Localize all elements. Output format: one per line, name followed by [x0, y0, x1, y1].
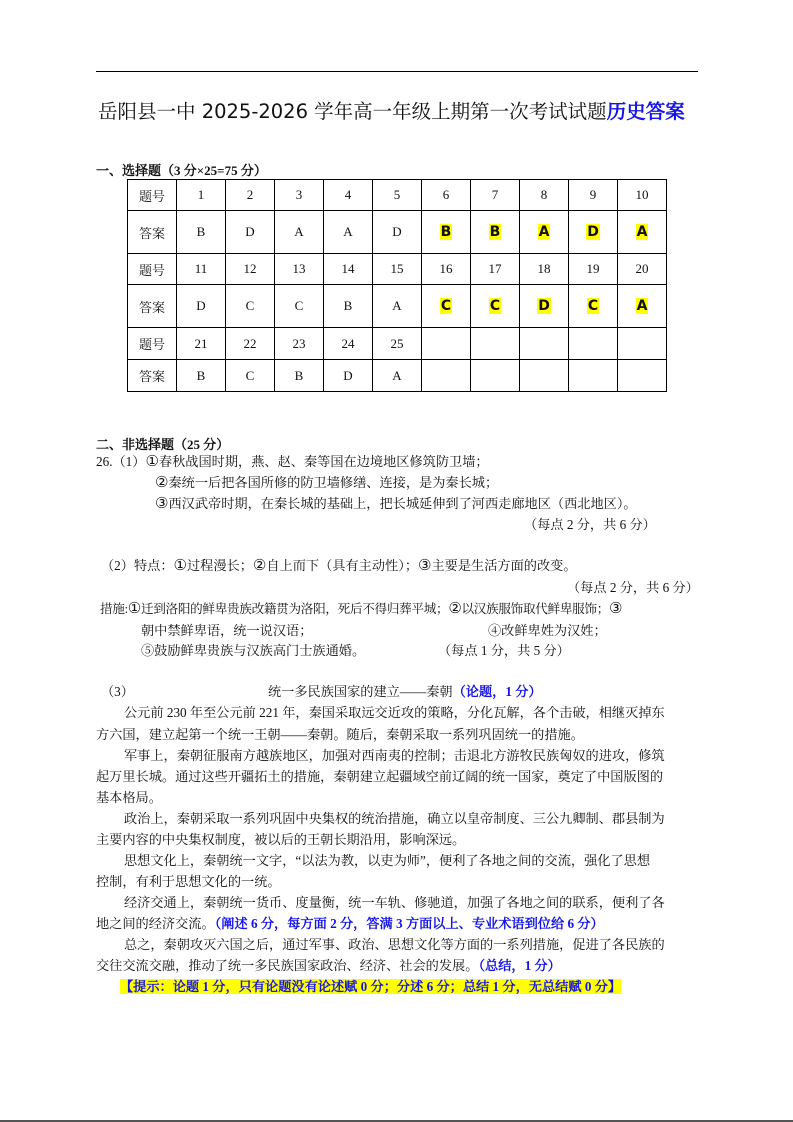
answer-cell: C	[275, 285, 324, 328]
question-number-cell: 21	[177, 328, 226, 360]
highlighted-answer: C	[587, 298, 599, 314]
row-label-answer: 答案	[128, 285, 177, 328]
question-number-cell: 17	[471, 254, 520, 285]
highlighted-answer: A	[538, 224, 550, 240]
answer-cell: A	[373, 285, 422, 328]
highlighted-answer: C	[489, 298, 501, 314]
para3-line2: 主要内容的中央集权制度，被以后的王朝长期沿用，影响深远。	[96, 832, 466, 847]
title-main: 岳阳县一中 2025-2026 学年高一年级上期第一次考试试题	[98, 100, 607, 123]
para5-line1: 经济交通上，秦朝统一货币、度量衡，统一车轨、修驰道，加强了各地之间的联系，便利了各	[124, 895, 665, 910]
q26-label: 26.（1）	[96, 454, 146, 469]
question-number-cell: 13	[275, 254, 324, 285]
question-number-row	[128, 180, 667, 211]
answer-cell	[471, 285, 520, 328]
answer-cell: B	[275, 360, 324, 392]
feature-1: 过程漫长；	[186, 558, 253, 573]
answer-cell	[422, 285, 471, 328]
question-number-cell: 2	[226, 180, 275, 211]
question-number-cell: 18	[520, 254, 569, 285]
measures-line1	[100, 599, 622, 618]
part1-score: （每点 2 分，共 6 分）	[524, 517, 656, 532]
para6-line2	[96, 957, 561, 975]
question-number-cell: 23	[275, 328, 324, 360]
para4-line1: 思想文化上，秦朝统一文字，“以法为教，以吏为师”，便利了各地之间的交流，强化了思想	[124, 853, 651, 868]
measure-1: 迁到洛阳的鲜卑贵族改籍贯为洛阳，死后不得归葬平城；	[140, 602, 449, 616]
measure-2: 以汉族服饰取代鲜卑服饰；	[461, 602, 609, 616]
question-number-cell: 16	[422, 254, 471, 285]
answer-cell	[520, 360, 569, 392]
answer-cell: A	[373, 360, 422, 392]
feature-2: 自上而下（具有主动性）；	[266, 558, 419, 573]
thesis-note: （论题，1 分）	[452, 684, 542, 699]
question-number-cell: 9	[569, 180, 618, 211]
question-number-cell	[471, 328, 520, 360]
q26-part1-line1	[96, 452, 489, 471]
para5-line2	[96, 915, 604, 933]
answer-row	[128, 360, 667, 392]
feature-3: 主要是生活方面的改变。	[431, 558, 577, 573]
answer-cell: A	[275, 211, 324, 254]
para6-line2-text: 交往交流交融，推动了统一多民族国家政治、经济、社会的发展。	[96, 958, 479, 973]
section2-heading: 二、非选择题（25 分）	[96, 437, 230, 452]
part1-item-3: 西汉武帝时期，在秦长城的基础上，把长城延伸到了河西走廊地区（西北地区）。	[168, 496, 637, 511]
row-label-answer: 答案	[128, 211, 177, 254]
answer-cell: D	[373, 211, 422, 254]
answer-cell: B	[177, 360, 226, 392]
highlighted-answer: B	[440, 224, 452, 240]
answer-cell	[520, 285, 569, 328]
title-accent: 历史答案	[606, 100, 685, 123]
para2-line3: 基本格局。	[96, 790, 162, 805]
measures-label: 措施:	[100, 602, 128, 616]
answer-cell	[569, 285, 618, 328]
answer-cell: D	[324, 360, 373, 392]
answer-cell	[422, 360, 471, 392]
answer-cell: D	[226, 211, 275, 254]
para5-line2-text: 地之间的经济交流。	[96, 916, 215, 931]
para1-line2: 方六国，建立起第一个统一王朝——秦朝。随后，秦朝采取一系列巩固统一的措施。	[96, 727, 584, 742]
answer-cell: C	[226, 360, 275, 392]
thesis-text: 统一多民族国家的建立——秦朝	[268, 684, 453, 699]
question-number-cell: 19	[569, 254, 618, 285]
features-label: （2）特点：	[101, 558, 174, 573]
answer-cell	[618, 360, 667, 392]
answer-row	[128, 211, 667, 254]
part3-thesis	[268, 683, 542, 701]
answer-cell	[618, 211, 667, 254]
para2-line2: 起万里长城。通过这些开疆拓土的措施，秦朝建立起疆域空前辽阔的统一国家，奠定了中国版图的	[96, 769, 664, 784]
question-number-cell: 25	[373, 328, 422, 360]
question-number-cell	[520, 328, 569, 360]
answer-cell	[471, 211, 520, 254]
para6-line1: 总之，秦朝攻灭六国之后，通过军事、政治、思想文化等方面的一系列措施，促进了各民族的	[124, 937, 665, 952]
question-number-cell: 11	[177, 254, 226, 285]
part3-label: （3）	[101, 684, 134, 699]
scoring-note: （阐述 6 分，每方面 2 分，答满 3 方面以上、专业术语到位给 6 分）	[214, 916, 604, 931]
highlighted-answer: B	[489, 224, 501, 240]
answer-cell	[520, 211, 569, 254]
question-number-cell: 15	[373, 254, 422, 285]
grading-tip-text: 【提示：论题 1 分，只有论题没有论述赋 0 分；分述 6 分；总结 1 分，无总结赋 0 分】	[120, 979, 622, 994]
summary-note: （总结，1 分）	[478, 958, 561, 973]
highlighted-answer: D	[538, 298, 550, 314]
para3-line1: 政治上，秦朝采取一系列巩固中央集权的统治措施，确立以皇帝制度、三公九卿制、郡县制为	[124, 811, 665, 826]
highlighted-answer: A	[636, 224, 648, 240]
grading-tip	[120, 978, 621, 996]
answer-cell	[569, 360, 618, 392]
answer-table	[127, 179, 667, 392]
question-number-cell: 5	[373, 180, 422, 211]
answer-cell	[471, 360, 520, 392]
answer-cell: A	[324, 211, 373, 254]
question-number-cell	[422, 328, 471, 360]
question-number-cell: 20	[618, 254, 667, 285]
row-label-answer: 答案	[128, 360, 177, 392]
answer-cell: B	[324, 285, 373, 328]
highlighted-answer: D	[587, 224, 599, 240]
answer-row	[128, 285, 667, 328]
question-number-cell: 3	[275, 180, 324, 211]
para4-line2: 控制，有利于思想文化的一统。	[96, 874, 281, 889]
question-number-cell: 22	[226, 328, 275, 360]
circled-number-3: ③	[609, 599, 623, 617]
circled-number-2: ②	[252, 556, 267, 574]
part1-item-1: 春秋战国时期，燕、赵、秦等国在边境地区修筑防卫墙；	[158, 454, 489, 469]
question-number-cell: 7	[471, 180, 520, 211]
question-number-cell: 6	[422, 180, 471, 211]
question-number-cell: 24	[324, 328, 373, 360]
question-number-row	[128, 254, 667, 285]
circled-number-1: ①	[145, 452, 159, 470]
answer-cell	[422, 211, 471, 254]
question-number-cell: 10	[618, 180, 667, 211]
measure-5: ⑤鼓励鲜卑贵族与汉族高门士族通婚。	[141, 643, 366, 658]
question-number-cell	[618, 328, 667, 360]
circled-number-1: ①	[173, 556, 187, 574]
part1-item-2: 秦统一后把各国所修的防卫墙修缮、连接，是为秦长城；	[168, 475, 499, 490]
row-label-number: 题号	[128, 254, 177, 285]
features-score: （每点 2 分，共 6 分）	[567, 580, 699, 595]
q26-part1-line2	[155, 473, 498, 492]
circled-number-1: ①	[127, 599, 141, 617]
question-number-cell: 12	[226, 254, 275, 285]
highlighted-answer: A	[636, 298, 648, 314]
circled-number-2: ②	[155, 473, 169, 491]
answer-cell: B	[177, 211, 226, 254]
page-title	[98, 96, 685, 124]
question-number-cell: 1	[177, 180, 226, 211]
circled-number-3: ③	[155, 494, 169, 512]
section1-heading: 一、选择题（3 分×25=75 分）	[96, 163, 267, 178]
row-label-number: 题号	[128, 328, 177, 360]
para1-line1: 公元前 230 年至公元前 221 年，秦国采取远交近攻的策略，分化瓦解，各个击破，相继灭掉东	[124, 705, 665, 720]
answer-cell: D	[177, 285, 226, 328]
highlighted-answer: C	[440, 298, 452, 314]
row-label-number: 题号	[128, 180, 177, 211]
circled-number-2: ②	[448, 599, 462, 617]
question-number-cell: 14	[324, 254, 373, 285]
question-number-cell	[569, 328, 618, 360]
part2-features	[101, 556, 577, 575]
question-number-cell: 4	[324, 180, 373, 211]
question-number-row	[128, 328, 667, 360]
q26-part1-line3	[155, 494, 637, 513]
answer-cell: C	[226, 285, 275, 328]
question-number-cell: 8	[520, 180, 569, 211]
para2-line1: 军事上，秦朝征服南方越族地区，加强对西南夷的控制；击退北方游牧民族匈奴的进攻，修筑	[124, 748, 665, 763]
measures-score: （每点 1 分，共 5 分）	[438, 643, 570, 658]
circled-number-3: ③	[418, 556, 432, 574]
answer-cell	[618, 285, 667, 328]
measure-3: 朝中禁鲜卑语，统一说汉语；	[141, 623, 313, 638]
header-rule	[96, 71, 698, 72]
measure-4: ④改鲜卑姓为汉姓；	[488, 623, 607, 638]
answer-cell	[569, 211, 618, 254]
